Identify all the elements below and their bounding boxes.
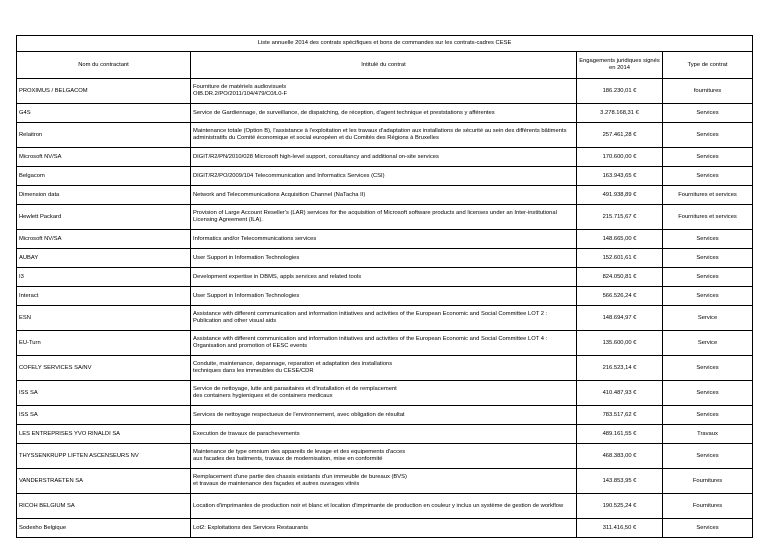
type-cell: Fournitures: [663, 469, 753, 494]
contractor-cell: Belgacom: [17, 167, 191, 186]
contractor-cell: LES ENTREPRISES YVO RINALDI SA: [17, 425, 191, 444]
subject-cell: Service de Gardiennage, de surveillance, de dispatching, de réception, d'agent technique et preststations y afférentes: [191, 104, 577, 123]
contractor-cell: COFELY SERVICES SA/NV: [17, 356, 191, 381]
subject-cell: User Support in Information Technologies: [191, 287, 577, 306]
subject-cell: DIGIT/R2/PO/2009/104 Telecommunication and Informatics Services (CSI): [191, 167, 577, 186]
amount-cell: 148.665,00 €: [577, 230, 663, 249]
contractor-cell: EU-Turn: [17, 331, 191, 356]
type-cell: Services: [663, 406, 753, 425]
contractor-cell: Dimension data: [17, 186, 191, 205]
type-cell: Services: [663, 230, 753, 249]
table-row: [17, 268, 753, 287]
amount-cell: 824.050,81 €: [577, 268, 663, 287]
type-cell: Services: [663, 381, 753, 406]
table-row: [17, 494, 753, 519]
subject-cell: User Support in Information Technologies: [191, 249, 577, 268]
subject-cell: Informatics and/or Telecommunications services: [191, 230, 577, 249]
type-cell: Services: [663, 123, 753, 148]
subject-cell: Provision of Large Account Reseller's (LAR) services for the acquisition of Microsoft software products and licenses under an Inter-institutional Licensing Agreement (ILA).: [191, 205, 577, 230]
contractor-cell: THYSSENKRUPP LIFTEN ASCENSEURS NV: [17, 444, 191, 469]
table-row: [17, 356, 753, 381]
subject-cell: Assistance with different communication and information initiatives and activities of the European Economic and Social Committee LOT 4 : Organisation and promotion of EESC events: [191, 331, 577, 356]
amount-cell: 491.938,89 €: [577, 186, 663, 205]
table-row: [17, 249, 753, 268]
type-cell: Services: [663, 268, 753, 287]
type-cell: Services: [663, 519, 753, 538]
contractor-cell: RICOH BELGIUM SA: [17, 494, 191, 519]
amount-cell: 311.416,50 €: [577, 519, 663, 538]
amount-cell: 190.525,24 €: [577, 494, 663, 519]
type-cell: Service: [663, 331, 753, 356]
contractor-cell: AUBAY: [17, 249, 191, 268]
header-type: Type de contrat: [663, 52, 753, 79]
type-cell: Services: [663, 104, 753, 123]
table-row: [17, 148, 753, 167]
amount-cell: 186.230,01 €: [577, 79, 663, 104]
contractor-cell: I3: [17, 268, 191, 287]
amount-cell: 148.694,97 €: [577, 306, 663, 331]
amount-cell: 216.523,14 €: [577, 356, 663, 381]
subject-cell: Lot2: Exploitations des Services Restaurants: [191, 519, 577, 538]
header-subject: Intitulé du contrat: [191, 52, 577, 79]
table-row: [17, 230, 753, 249]
subject-cell: Conduite, maintenance, depannage, reparation et adaptation des installations techniques dans les immeubles du CESE/CDR: [191, 356, 577, 381]
type-cell: Services: [663, 356, 753, 381]
contractor-cell: Interact: [17, 287, 191, 306]
subject-cell: Assistance with different communication and information initiatives and activities of the European Economic and Social Committee LOT 2 : Publication and other visual aids: [191, 306, 577, 331]
amount-cell: 163.943,65 €: [577, 167, 663, 186]
contractor-cell: Sodexho Belgique: [17, 519, 191, 538]
header-contractor: Nom du contractant: [17, 52, 191, 79]
contractor-cell: ESN: [17, 306, 191, 331]
table-row: [17, 469, 753, 494]
table-row: [17, 104, 753, 123]
amount-cell: 170.600,00 €: [577, 148, 663, 167]
table-row: [17, 79, 753, 104]
subject-cell: Services de nettoyage respectueux de l'environnement, avec obligation de résultat: [191, 406, 577, 425]
amount-cell: 257.461,28 €: [577, 123, 663, 148]
type-cell: fournitures: [663, 79, 753, 104]
table-row: [17, 205, 753, 230]
amount-cell: 783.517,62 €: [577, 406, 663, 425]
table-row: [17, 519, 753, 538]
subject-cell: Maintenance totale (Option B), l'assistance à l'exploitation et les travaux d'adaptation aux installations de sécurité au sein des différents bâtiments administratifs du Comité économique et social européen et du Comités des Régions à Bruxelles: [191, 123, 577, 148]
contracts-table: [16, 35, 753, 538]
subject-cell: Fourniture de matériels audiovisuels OIB.DR.2/PO/2011/104/479/C0/L0-F: [191, 79, 577, 104]
contractor-cell: ISS SA: [17, 381, 191, 406]
contractor-cell: Microsoft NV/SA: [17, 230, 191, 249]
subject-cell: Service de nettoyage, lutte anti parasitaires et d'installation et de remplacement des containers hygieniques et de containers medicaux: [191, 381, 577, 406]
contractor-cell: VANDERSTRAETEN SA: [17, 469, 191, 494]
type-cell: Services: [663, 249, 753, 268]
amount-cell: 566.526,24 €: [577, 287, 663, 306]
amount-cell: 410.487,93 €: [577, 381, 663, 406]
type-cell: Fournitures et services: [663, 205, 753, 230]
type-cell: Services: [663, 167, 753, 186]
table-row: [17, 186, 753, 205]
table-row: [17, 425, 753, 444]
subject-cell: Location d'imprimantes de production noir et blanc et location d'imprimante de production en couleur y inclus un système de gestion de workflow: [191, 494, 577, 519]
table-row: [17, 167, 753, 186]
type-cell: Service: [663, 306, 753, 331]
type-cell: Fournitures: [663, 494, 753, 519]
header-row: [17, 52, 753, 79]
table-row: [17, 444, 753, 469]
contractor-cell: PROXIMUS / BELGACOM: [17, 79, 191, 104]
subject-cell: Execution de travaux de parachevements: [191, 425, 577, 444]
contractor-cell: Microsoft NV/SA: [17, 148, 191, 167]
table-row: [17, 123, 753, 148]
subject-cell: DIGIT/R2/PN/2010/028 Microsoft high-level support, consultancy and additional on-site services: [191, 148, 577, 167]
amount-cell: 152.601,61 €: [577, 249, 663, 268]
table-row: [17, 306, 753, 331]
contractor-cell: Relaitron: [17, 123, 191, 148]
amount-cell: 3.278.168,31 €: [577, 104, 663, 123]
type-cell: Fournitures et services: [663, 186, 753, 205]
amount-cell: 489.161,55 €: [577, 425, 663, 444]
table-row: [17, 381, 753, 406]
amount-cell: 468.383,00 €: [577, 444, 663, 469]
table-row: [17, 331, 753, 356]
type-cell: Services: [663, 444, 753, 469]
page-title: Liste annuelle 2014 des contrats spécifiques et bons de commandes sur les contrats-cadres CESE: [17, 36, 753, 52]
subject-cell: Maintenance de type omnium des appareils de levage et des equipements d'acces aux facades des batiments, travaux de modernisation, mise en conformité: [191, 444, 577, 469]
contractor-cell: Hewlett Packard: [17, 205, 191, 230]
contractor-cell: ISS SA: [17, 406, 191, 425]
type-cell: Services: [663, 148, 753, 167]
subject-cell: Remplacement d'une partie des chassis existants d'un immeuble de bureaux (BVS) et travaux de maintenance des façades et autres ouvrages vitrés: [191, 469, 577, 494]
table-row: [17, 287, 753, 306]
contractor-cell: G4S: [17, 104, 191, 123]
amount-cell: 143.853,95 €: [577, 469, 663, 494]
header-amount: Engagements juridiques signés en 2014: [577, 52, 663, 79]
type-cell: Travaux: [663, 425, 753, 444]
subject-cell: Development expertise in DBMS, appls services and related tools: [191, 268, 577, 287]
amount-cell: 135.600,00 €: [577, 331, 663, 356]
subject-cell: Network and Telecommunications Acquisition Channel (NaTacha II): [191, 186, 577, 205]
type-cell: Services: [663, 287, 753, 306]
amount-cell: 215.715,67 €: [577, 205, 663, 230]
table-row: [17, 406, 753, 425]
